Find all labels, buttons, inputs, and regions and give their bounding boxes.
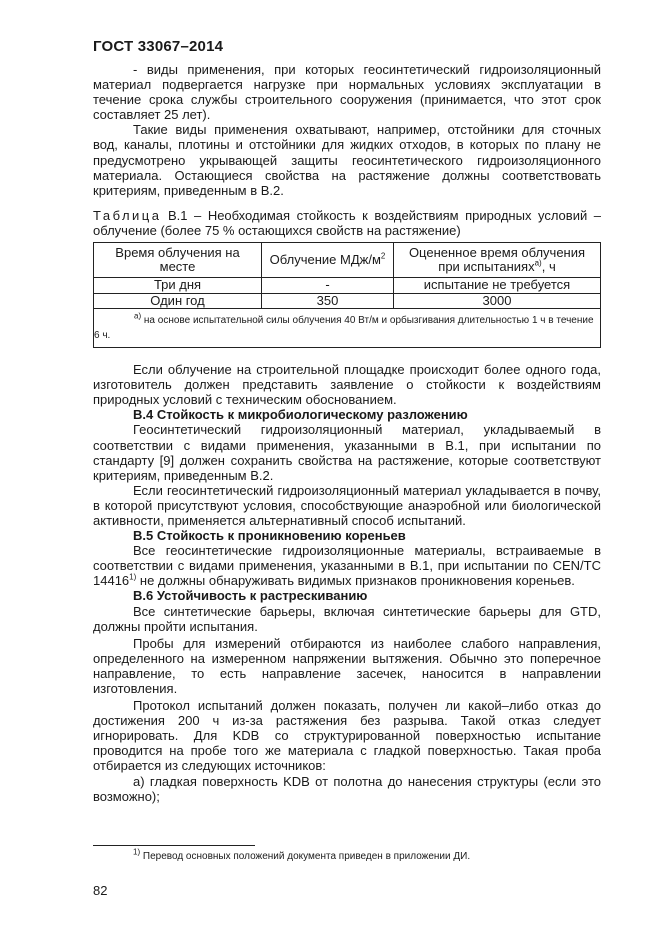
paragraph-long-exposure: Если облучение на строительной площадке происходит более одного года, изготовитель должен представить заявление о стойкости к воздействиям природных условий с техническим обоснованием. bbox=[93, 362, 601, 408]
footnote bbox=[133, 847, 471, 862]
footnote-ref: 1) bbox=[129, 573, 137, 583]
table-cell: Три дня bbox=[94, 278, 262, 294]
paragraph-b4-2: Если геосинтетический гидроизоляционный материал укладывается в почву, в которой присутствуют условия, способствующие анаэробной или биологической активности, применяется альтернативный способ испытаний. bbox=[93, 482, 601, 528]
paragraph-b5-text-a: Все геосинтетические гидроизоляционные материалы, встраиваемые в соответствии с видами применения, указанными в В.1, при испытании по CEN/TC 14416 bbox=[93, 543, 601, 589]
table-caption-text: В.1 – Необходимая стойкость к воздействиям природных условий – облучение (более 75 % остающихся свойств на растяжение) bbox=[93, 207, 601, 238]
table-caption bbox=[93, 208, 601, 238]
footnote-separator bbox=[93, 845, 255, 846]
header-test-time bbox=[394, 243, 601, 278]
paragraph-b4-1: Геосинтетический гидроизоляционный материал, укладываемый в соответствии с видами применения, указанными в В.1, при испытании по стандарту [9] должен сохранить свойства на растяжение, которые соответствуют критериям, приведенным В.2. bbox=[93, 422, 601, 483]
table-row bbox=[94, 278, 601, 294]
section-b5-title: В.5 Стойкость к проникновению кореньев bbox=[133, 528, 406, 544]
paragraph-b6-2: Пробы для измерений отбираются из наиболее слабого направления, определенного на измеренном напряжении вытяжения. Обычно это поперечное направление, то есть направление засечек, наносится в направлении изготовления. bbox=[93, 635, 601, 696]
paragraph-b5-text-b: не должны обнаруживать видимых признаков проникновения кореньев. bbox=[136, 573, 575, 589]
table-cell: 350 bbox=[262, 293, 394, 309]
header-test-time-sup: а) bbox=[534, 258, 542, 268]
paragraph-b5-1 bbox=[93, 543, 601, 588]
table-cell: - bbox=[262, 278, 394, 294]
exposure-table bbox=[93, 242, 601, 348]
table-note-text: на основе испытательной силы облучения 40 Вт/м и орбызгивания длительностью 1 ч в течение 6 ч. bbox=[94, 315, 594, 342]
table-row bbox=[94, 293, 601, 309]
header-irradiation-text: Облучение МДж/м bbox=[269, 251, 381, 267]
table-note-mark: а) bbox=[134, 311, 142, 321]
header-test-time-unit: , ч bbox=[541, 259, 556, 275]
paragraph-b6-4: а) гладкая поверхность KDB от полотна до нанесения структуры (если это возможно); bbox=[93, 773, 601, 804]
table-cell: испытание не требуется bbox=[394, 278, 601, 294]
table-note bbox=[94, 309, 601, 348]
header-test-time-text: Оцененное время облучения при испытаниях bbox=[408, 244, 586, 275]
page-number: 82 bbox=[93, 883, 108, 898]
section-b4-title: В.4 Стойкость к микробиологическому разложению bbox=[133, 407, 468, 423]
document-body bbox=[93, 62, 601, 804]
paragraph-b6-3: Протокол испытаний должен показать, получен ли какой–либо отказ до достижения 200 ч из-за растяжения без разрыва. Такой отказ следует игнорировать. Для KDB со структурированной поверхностью испытание проводится на пробе того же материала с гладкой поверхностью. Такая проба отбирается из следующих источников: bbox=[93, 698, 601, 774]
table-cell: 3000 bbox=[394, 293, 601, 309]
paragraph-b6-1: Все синтетические барьеры, включая синтетические барьеры для GTD, должны пройти испытания. bbox=[93, 603, 601, 634]
document-header: ГОСТ 33067–2014 bbox=[93, 38, 224, 55]
section-b6-title: В.6 Устойчивость к растрескиванию bbox=[133, 588, 368, 604]
table-header-row bbox=[94, 243, 601, 278]
header-irradiation-sup: 2 bbox=[380, 251, 386, 261]
footnote-mark: 1) bbox=[133, 847, 141, 857]
header-irradiation bbox=[262, 243, 394, 278]
footnote-text: Перевод основных положений документа приведен в приложении ДИ. bbox=[140, 851, 471, 862]
header-exposure-time: Время облучения на месте bbox=[94, 243, 262, 278]
paragraph-usage-types: - виды применения, при которых геосинтетический гидроизоляционный материал подвергается нагрузке при нормальных условиях эксплуатации в течение срока службы строительного сооружения (принимается, что этот срок составляет 25 лет). bbox=[93, 62, 601, 123]
table-cell: Один год bbox=[94, 293, 262, 309]
table-caption-label: Таблица bbox=[93, 207, 162, 223]
paragraph-applications: Такие виды применения охватывают, например, отстойники для сточных вод, каналы, плотины и отстойники для жидких отходов, в которых по плану не предусмотрено укрывающей защиты геосинтетического гидроизоляционного материала. Остающиеся свойства на растяжение должны соответствовать критериям, приведенным в В.2. bbox=[93, 122, 601, 198]
table-note-row bbox=[94, 309, 601, 348]
